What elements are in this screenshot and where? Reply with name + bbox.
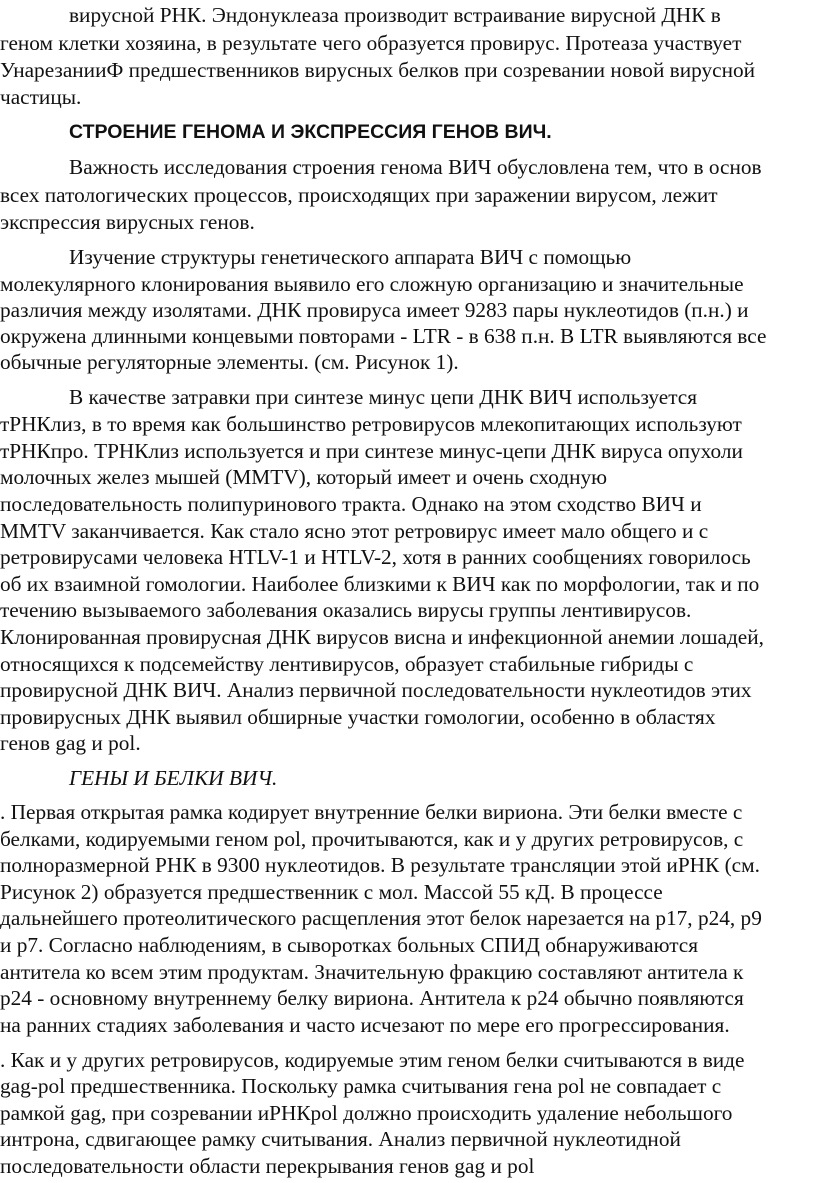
text-line: всех патологических процессов, происходящих при заражении вирусом, лежит <box>0 183 718 207</box>
section-subheading: ГЕНЫ И БЕЛКИ ВИЧ. <box>69 766 278 790</box>
text-line: экспрессия вирусных генов. <box>0 210 255 234</box>
text-line: частицы. <box>0 85 82 109</box>
text-line: рамкой gag, при созревании иРНКpol должно происходить удаление небольшого <box>0 1101 733 1125</box>
text-line: Изучение структуры генетического аппарата ВИЧ с помощью <box>69 245 632 269</box>
text-line: . Первая открытая рамка кодирует внутренние белки вириона. Эти белки вместе с <box>0 800 743 824</box>
text-line: антитела ко всем этим продуктам. Значительную фракцию составляют антитела к <box>0 960 744 984</box>
text-line: провирусной ДНК ВИЧ. Анализ первичной последовательности нуклеотидов этих <box>0 678 752 702</box>
text-line: генов gag и pol. <box>0 731 141 755</box>
text-line: интрона, сдвигающее рамку считывания. Анализ первичной нуклеотидной <box>0 1127 681 1151</box>
text-line: об их взаимной гомологии. Наиболее близкими к ВИЧ как по морфологии, так и по <box>0 572 760 596</box>
text-line: различия между изолятами. ДНК провируса имеет 9283 пары нуклеотидов (п.н.) и <box>0 298 749 322</box>
text-line: тРНКпро. ТРНКлиз используется и при синтезе минус-цепи ДНК вируса опухоли <box>0 439 743 463</box>
text-line: относящихся к подсемейству лентивирусов, образует стабильные гибриды с <box>0 652 694 676</box>
text-line: и р7. Согласно наблюдениям, в сыворотках больных СПИД обнаруживаются <box>0 933 699 957</box>
text-line: ретровирусами человека HTLV-1 и HTLV-2, хотя в ранних сообщениях говорилось <box>0 545 751 569</box>
text-line: течению вызываемого заболевания оказались вирусы группы лентивирусов. <box>0 598 692 622</box>
text-line: Рисунок 2) образуется предшественник с мол. Массой 55 кД. В процессе <box>0 880 663 904</box>
text-line: белками, кодируемыми геном pol, прочитываются, как и у других ретровирусов, с <box>0 827 744 851</box>
text-line: последовательности области перекрывания генов gag и pol <box>0 1154 535 1178</box>
text-line: В качестве затравки при синтезе минус цепи ДНК ВИЧ используется <box>69 385 698 409</box>
text-line: геном клетки хозяина, в результате чего образуется провирус. Протеаза участвует <box>0 31 742 55</box>
section-heading: СТРОЕНИЕ ГЕНОМА И ЭКСПРЕССИЯ ГЕНОВ ВИЧ. <box>69 121 552 143</box>
text-line: полноразмерной РНК в 9300 нуклеотидов. В результате трансляции этой иРНК (см. <box>0 853 760 877</box>
text-line: Клонированная провирусная ДНК вирусов висна и инфекционной анемии лошадей, <box>0 625 764 649</box>
text-line: обычные регуляторные элементы. (см. Рисунок 1). <box>0 350 459 374</box>
text-line: молекулярного клонирования выявило его сложную организацию и значительные <box>0 272 744 296</box>
text-line: УнарезанииФ предшественников вирусных белков при созревании новой вирусной <box>0 58 756 82</box>
text-line: дальнейшего протеолитического расщепления этот белок нарезается на р17, р24, р9 <box>0 906 762 930</box>
text-line: провирусных ДНК выявил обширные участки гомологии, особенно в областях <box>0 705 716 729</box>
text-line: на ранних стадиях заболевания и часто исчезают по мере его прогрессирования. <box>0 1013 730 1037</box>
text-line: Важность исследования строения генома ВИЧ обусловлена тем, что в основ <box>69 155 762 179</box>
text-line: молочных желез мышей (MMTV), который имеет и очень сходную <box>0 465 608 489</box>
text-line: вирусной РНК. Эндонуклеаза производит встраивание вирусной ДНК в <box>69 3 721 27</box>
text-line: р24 - основному внутреннему белку вириона. Антитела к р24 обычно появляются <box>0 986 744 1010</box>
text-line: MMTV заканчивается. Как стало ясно этот ретровирус имеет мало общего и с <box>0 519 709 543</box>
text-line: последовательность полипуринового тракта. Однако на этом сходство ВИЧ и <box>0 492 702 516</box>
text-line: тРНКлиз, в то время как большинство ретровирусов млекопитающих используют <box>0 412 742 436</box>
text-line: . Как и у других ретровирусов, кодируемые этим геном белки считываются в виде <box>0 1048 745 1072</box>
text-line: окружена длинными концевыми повторами - LTR - в 638 п.н. В LTR выявляются все <box>0 324 767 348</box>
text-line: gag-pol предшественника. Поскольку рамка считывания гена pol не совпадает с <box>0 1074 722 1098</box>
